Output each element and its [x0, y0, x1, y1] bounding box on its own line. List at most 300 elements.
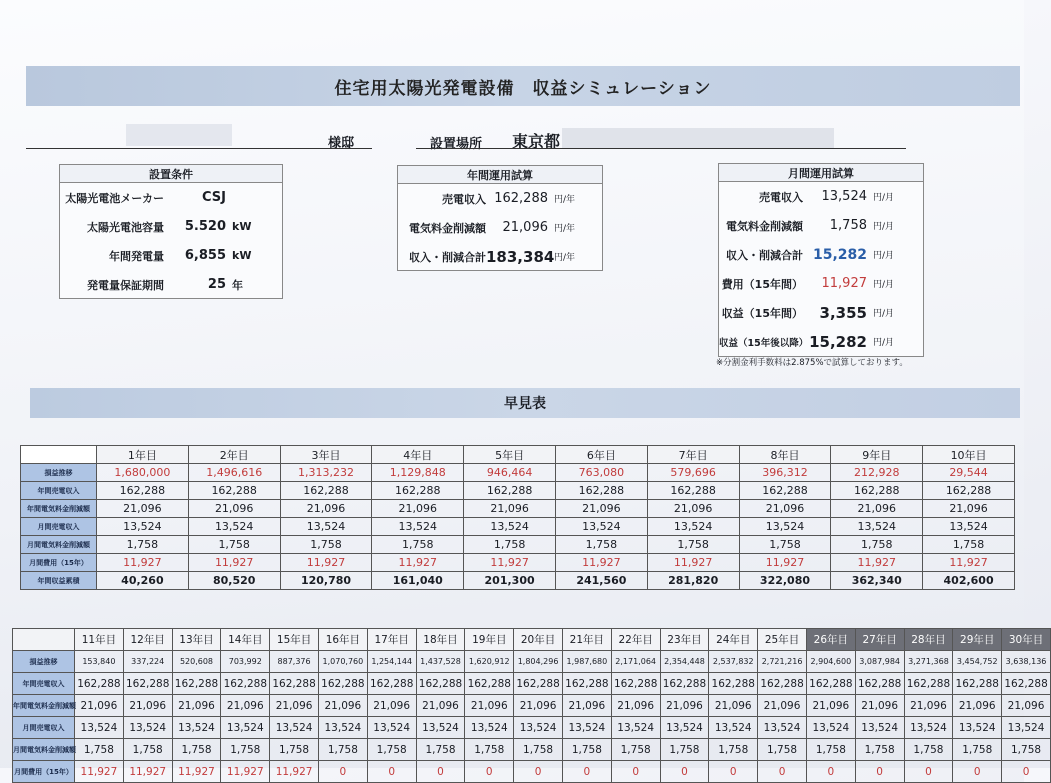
table-cell: 162,288 [123, 673, 172, 695]
table-cell: 1,758 [367, 739, 416, 761]
monthly-row [719, 211, 923, 240]
table-cell: 0 [806, 761, 855, 783]
row-value: 21,096 [502, 220, 548, 235]
table-cell: 2,171,064 [611, 651, 660, 673]
table-row [21, 500, 1015, 518]
year-header: 1年目 [97, 446, 189, 464]
table-cell: 21,096 [709, 695, 758, 717]
year-header: 13年目 [172, 629, 221, 651]
table-corner [13, 629, 75, 651]
row-label: 収益（15年間） [721, 306, 803, 320]
table-cell: 162,288 [739, 482, 831, 500]
table-cell: 162,288 [855, 673, 904, 695]
table-cell: 0 [953, 761, 1002, 783]
row-label: 年間売電収入 [13, 673, 75, 695]
monthly-row [719, 269, 923, 298]
table-cell: 11,927 [270, 761, 319, 783]
table-cell: 11,927 [372, 554, 464, 572]
row-value: 3,355 [819, 303, 867, 322]
table-cell: 1,758 [172, 739, 221, 761]
row-value: 15,282 [812, 246, 867, 263]
table-cell: 2,904,600 [806, 651, 855, 673]
row-unit: 円/年 [554, 253, 576, 263]
table-cell: 13,524 [123, 717, 172, 739]
year-header: 18年目 [416, 629, 465, 651]
table-cell: 161,040 [372, 572, 464, 590]
row-unit: 円/年 [554, 224, 576, 234]
table-row [21, 554, 1015, 572]
row-label: 月間売電収入 [21, 518, 97, 536]
row-label: 電気料金削減額 [409, 221, 486, 235]
row-label: 年間収益累積 [21, 572, 97, 590]
table-cell: 1,987,680 [562, 651, 611, 673]
table-cell: 0 [758, 761, 807, 783]
table-cell: 162,288 [953, 673, 1002, 695]
table-cell: 162,288 [923, 482, 1015, 500]
row-label: 年間電気料金削減額 [13, 695, 75, 717]
table-cell: 13,524 [739, 518, 831, 536]
table-cell: 1,313,232 [280, 464, 372, 482]
year-header: 5年目 [464, 446, 556, 464]
table-cell: 162,288 [188, 482, 280, 500]
table-cell: 402,600 [923, 572, 1015, 590]
table-cell: 162,288 [465, 673, 514, 695]
table-cell: 21,096 [831, 500, 923, 518]
year-header: 15年目 [270, 629, 319, 651]
row-unit: kW [232, 249, 252, 262]
table-cell: 162,288 [221, 673, 270, 695]
table-cell: 21,096 [514, 695, 563, 717]
table-row [21, 464, 1015, 482]
table-cell: 162,288 [280, 482, 372, 500]
year-header-row [21, 446, 1015, 464]
monthly-row [719, 298, 923, 327]
conditions-row [60, 212, 282, 241]
table-cell: 1,758 [318, 739, 367, 761]
table-cell: 11,927 [647, 554, 739, 572]
row-value: 162,288 [494, 191, 548, 206]
year-header: 3年目 [280, 446, 372, 464]
table-cell: 13,524 [280, 518, 372, 536]
row-label: 月間電気料金削減額 [13, 739, 75, 761]
year-header: 8年目 [739, 446, 831, 464]
year-header: 10年目 [923, 446, 1015, 464]
table-cell: 162,288 [75, 673, 124, 695]
table-cell: 1,129,848 [372, 464, 464, 482]
table-cell: 21,096 [465, 695, 514, 717]
table-cell: 40,260 [97, 572, 189, 590]
table-cell: 1,758 [221, 739, 270, 761]
table-cell: 21,096 [647, 500, 739, 518]
table-cell: 153,840 [75, 651, 124, 673]
table-cell: 241,560 [555, 572, 647, 590]
year-header: 20年目 [514, 629, 563, 651]
table-cell: 579,696 [647, 464, 739, 482]
table-cell: 1,758 [806, 739, 855, 761]
row-unit: kW [232, 220, 252, 233]
row-unit: 円/月 [873, 193, 895, 203]
annual-heading: 年間運用試算 [398, 166, 602, 184]
table-row [21, 536, 1015, 554]
table-cell: 1,437,528 [416, 651, 465, 673]
table-cell: 1,758 [97, 536, 189, 554]
place-label: 設置場所 [430, 137, 483, 152]
place-underline [416, 148, 906, 149]
owner-underline [26, 148, 372, 149]
year-header: 6年目 [555, 446, 647, 464]
table-cell: 2,721,216 [758, 651, 807, 673]
row-unit: 円/月 [873, 222, 895, 232]
row-value: 11,927 [821, 276, 867, 291]
table-cell: 11,927 [555, 554, 647, 572]
table-cell: 21,096 [1002, 695, 1051, 717]
year-header: 11年目 [75, 629, 124, 651]
table-cell: 162,288 [514, 673, 563, 695]
table-cell: 162,288 [318, 673, 367, 695]
table-cell: 11,927 [172, 761, 221, 783]
row-label: 費用（15年間） [721, 277, 803, 291]
table-cell: 1,758 [660, 739, 709, 761]
year-header: 27年目 [855, 629, 904, 651]
table-cell: 162,288 [562, 673, 611, 695]
table-cell: 162,288 [372, 482, 464, 500]
conditions-row [60, 241, 282, 270]
row-label: 売電収入 [759, 190, 803, 204]
page-title: 住宅用太陽光発電設備 収益シミュレーション [334, 78, 712, 99]
table-row [21, 572, 1015, 590]
year-header: 29年目 [953, 629, 1002, 651]
table-cell: 1,758 [1002, 739, 1051, 761]
table-cell: 0 [611, 761, 660, 783]
row-unit: 円/月 [873, 251, 895, 261]
table-cell: 2,354,448 [660, 651, 709, 673]
monthly-row [719, 240, 923, 269]
table-cell: 946,464 [464, 464, 556, 482]
table-cell: 21,096 [372, 500, 464, 518]
table-cell: 11,927 [97, 554, 189, 572]
table-cell: 162,288 [97, 482, 189, 500]
table-cell: 21,096 [953, 695, 1002, 717]
table-cell: 13,524 [97, 518, 189, 536]
year-header: 30年目 [1002, 629, 1051, 651]
table-cell: 21,096 [75, 695, 124, 717]
table-cell: 21,096 [318, 695, 367, 717]
table-cell: 11,927 [280, 554, 372, 572]
table-cell: 3,271,368 [904, 651, 953, 673]
quick-table-years-1-10 [20, 445, 1015, 590]
row-label: 収入・削減合計 [726, 248, 803, 262]
table-cell: 29,544 [923, 464, 1015, 482]
table-row [21, 518, 1015, 536]
row-label: 売電収入 [442, 192, 486, 206]
redacted-address [562, 128, 834, 148]
row-value: 13,524 [821, 189, 867, 204]
row-value: 15,282 [809, 332, 867, 351]
table-row [13, 695, 1051, 717]
table-cell: 21,096 [855, 695, 904, 717]
owner-suffix: 様邸 [328, 136, 355, 151]
table-cell: 1,758 [611, 739, 660, 761]
table-cell: 13,524 [372, 518, 464, 536]
table-cell: 1,758 [904, 739, 953, 761]
table-cell: 3,454,752 [953, 651, 1002, 673]
table-cell: 13,524 [806, 717, 855, 739]
table-cell: 1,758 [647, 536, 739, 554]
table-cell: 13,524 [709, 717, 758, 739]
table-cell: 1,758 [758, 739, 807, 761]
table-cell: 1,254,144 [367, 651, 416, 673]
table-cell: 21,096 [660, 695, 709, 717]
table-cell: 80,520 [188, 572, 280, 590]
table-cell: 1,680,000 [97, 464, 189, 482]
conditions-heading: 設置条件 [60, 165, 282, 183]
table-cell: 1,758 [416, 739, 465, 761]
year-header: 16年目 [318, 629, 367, 651]
table-cell: 162,288 [416, 673, 465, 695]
year-header: 9年目 [831, 446, 923, 464]
year-header: 19年目 [465, 629, 514, 651]
table-row [13, 761, 1051, 783]
year-header: 7年目 [647, 446, 739, 464]
table-cell: 396,312 [739, 464, 831, 482]
conditions-row [60, 183, 282, 212]
table-cell: 13,524 [660, 717, 709, 739]
annual-box [397, 165, 603, 271]
section-bar [30, 388, 1020, 418]
table-cell: 763,080 [555, 464, 647, 482]
row-value: 25 [207, 277, 226, 292]
owner-row [26, 120, 906, 152]
table-cell: 1,758 [465, 739, 514, 761]
table-cell: 212,928 [831, 464, 923, 482]
table-cell: 1,758 [555, 536, 647, 554]
table-cell: 11,927 [123, 761, 172, 783]
table-cell: 13,524 [647, 518, 739, 536]
row-label: 月間電気料金削減額 [21, 536, 97, 554]
table-cell: 21,096 [464, 500, 556, 518]
annual-row [398, 242, 602, 271]
table-cell: 0 [416, 761, 465, 783]
annual-row [398, 184, 602, 213]
table-cell: 21,096 [806, 695, 855, 717]
table-cell: 13,524 [318, 717, 367, 739]
table-cell: 1,758 [188, 536, 280, 554]
table-row [13, 651, 1051, 673]
year-header: 4年目 [372, 446, 464, 464]
row-label: 年間電気料金削減額 [21, 500, 97, 518]
table-cell: 162,288 [647, 482, 739, 500]
table-cell: 13,524 [904, 717, 953, 739]
row-value: 6,855 [184, 248, 226, 263]
table-cell: 13,524 [172, 717, 221, 739]
year-header: 14年目 [221, 629, 270, 651]
table-cell: 13,524 [188, 518, 280, 536]
table-cell: 11,927 [221, 761, 270, 783]
table-cell: 1,070,760 [318, 651, 367, 673]
table-cell: 281,820 [647, 572, 739, 590]
year-header: 24年目 [709, 629, 758, 651]
row-label: 年間発電量 [109, 249, 164, 263]
place-value: 東京都 [512, 132, 561, 151]
table-cell: 21,096 [188, 500, 280, 518]
table-row [13, 739, 1051, 761]
table-cell: 11,927 [464, 554, 556, 572]
row-label: 月間費用（15年） [13, 761, 75, 783]
table-cell: 21,096 [923, 500, 1015, 518]
table-cell: 21,096 [611, 695, 660, 717]
year-header: 17年目 [367, 629, 416, 651]
quick-table-heading: 早見表 [504, 396, 546, 412]
table-cell: 13,524 [611, 717, 660, 739]
table-cell: 13,524 [270, 717, 319, 739]
table-cell: 13,524 [923, 518, 1015, 536]
table-cell: 201,300 [464, 572, 556, 590]
table-cell: 13,524 [831, 518, 923, 536]
row-value: 1,758 [829, 218, 867, 233]
table-cell: 11,927 [739, 554, 831, 572]
monthly-box [718, 163, 924, 357]
table-cell: 0 [367, 761, 416, 783]
table-cell: 13,524 [416, 717, 465, 739]
table-cell: 13,524 [465, 717, 514, 739]
conditions-box [59, 164, 283, 299]
interest-note: ※分割金利手数料は2.875%で試算しております。 [716, 358, 908, 368]
table-cell: 21,096 [904, 695, 953, 717]
table-cell: 0 [904, 761, 953, 783]
table-cell: 162,288 [464, 482, 556, 500]
row-label: 月間費用（15年） [21, 554, 97, 572]
row-unit: 円/年 [554, 195, 576, 205]
table-cell: 162,288 [555, 482, 647, 500]
row-label: 収入・削減合計 [409, 250, 486, 264]
year-header-row [13, 629, 1051, 651]
table-cell: 11,927 [831, 554, 923, 572]
table-cell: 21,096 [739, 500, 831, 518]
year-header: 25年目 [758, 629, 807, 651]
table-cell: 3,087,984 [855, 651, 904, 673]
table-cell: 120,780 [280, 572, 372, 590]
table-cell: 13,524 [953, 717, 1002, 739]
year-header: 12年目 [123, 629, 172, 651]
row-unit: 円/月 [873, 338, 895, 348]
table-cell: 1,758 [855, 739, 904, 761]
table-cell: 520,608 [172, 651, 221, 673]
table-cell: 0 [318, 761, 367, 783]
row-value: 183,384 [486, 247, 555, 266]
table-cell: 13,524 [75, 717, 124, 739]
table-cell: 13,524 [562, 717, 611, 739]
table-cell: 0 [660, 761, 709, 783]
title-bar [26, 66, 1020, 106]
table-cell: 1,758 [75, 739, 124, 761]
monthly-heading: 月間運用試算 [719, 164, 923, 182]
quick-table-years-11-30 [12, 628, 1051, 783]
row-label: 損益推移 [13, 651, 75, 673]
table-cell: 162,288 [709, 673, 758, 695]
table-corner [21, 446, 97, 464]
table-cell: 13,524 [855, 717, 904, 739]
table-cell: 0 [465, 761, 514, 783]
row-label: 損益推移 [21, 464, 97, 482]
table-cell: 0 [1002, 761, 1051, 783]
table-cell: 13,524 [464, 518, 556, 536]
table-cell: 162,288 [172, 673, 221, 695]
row-label: 太陽光電池メーカー [65, 191, 164, 205]
row-unit: 円/月 [873, 280, 895, 290]
table-cell: 13,524 [221, 717, 270, 739]
table-cell: 162,288 [270, 673, 319, 695]
table-cell: 13,524 [758, 717, 807, 739]
row-label: 太陽光電池容量 [87, 220, 164, 234]
table-cell: 1,758 [709, 739, 758, 761]
table-cell: 1,758 [464, 536, 556, 554]
table-cell: 1,758 [514, 739, 563, 761]
row-label: 発電量保証期間 [87, 278, 164, 292]
table-cell: 21,096 [270, 695, 319, 717]
table-cell: 21,096 [123, 695, 172, 717]
table-cell: 887,376 [270, 651, 319, 673]
table-cell: 21,096 [555, 500, 647, 518]
table-cell: 1,758 [831, 536, 923, 554]
table-cell: 21,096 [562, 695, 611, 717]
table-cell: 337,224 [123, 651, 172, 673]
table-cell: 162,288 [660, 673, 709, 695]
row-unit: 円/月 [873, 309, 895, 319]
table-cell: 1,620,912 [465, 651, 514, 673]
table-cell: 162,288 [367, 673, 416, 695]
conditions-row [60, 270, 282, 299]
table-cell: 1,758 [923, 536, 1015, 554]
table-row [13, 717, 1051, 739]
table-cell: 1,496,616 [188, 464, 280, 482]
table-cell: 11,927 [188, 554, 280, 572]
table-cell: 0 [562, 761, 611, 783]
annual-row [398, 213, 602, 242]
row-label: 電気料金削減額 [726, 219, 803, 233]
monthly-row [719, 327, 923, 356]
table-cell: 21,096 [367, 695, 416, 717]
row-label: 年間売電収入 [21, 482, 97, 500]
row-label: 月間売電収入 [13, 717, 75, 739]
monthly-row [719, 182, 923, 211]
table-cell: 0 [855, 761, 904, 783]
table-cell: 1,758 [270, 739, 319, 761]
row-unit: 年 [232, 278, 243, 292]
table-row [21, 482, 1015, 500]
redacted-owner-name [126, 124, 232, 146]
table-cell: 1,758 [280, 536, 372, 554]
table-cell: 322,080 [739, 572, 831, 590]
table-cell: 21,096 [280, 500, 372, 518]
table-cell: 1,804,296 [514, 651, 563, 673]
year-header: 2年目 [188, 446, 280, 464]
table-cell: 13,524 [514, 717, 563, 739]
table-cell: 21,096 [172, 695, 221, 717]
table-cell: 162,288 [758, 673, 807, 695]
table-cell: 0 [709, 761, 758, 783]
table-cell: 162,288 [1002, 673, 1051, 695]
year-header: 21年目 [562, 629, 611, 651]
table-cell: 21,096 [758, 695, 807, 717]
table-cell: 1,758 [739, 536, 831, 554]
table-cell: 162,288 [831, 482, 923, 500]
row-label: 収益（15年後以降） [719, 337, 809, 349]
table-cell: 1,758 [953, 739, 1002, 761]
table-cell: 21,096 [97, 500, 189, 518]
table-cell: 13,524 [555, 518, 647, 536]
year-header: 22年目 [611, 629, 660, 651]
year-header: 28年目 [904, 629, 953, 651]
